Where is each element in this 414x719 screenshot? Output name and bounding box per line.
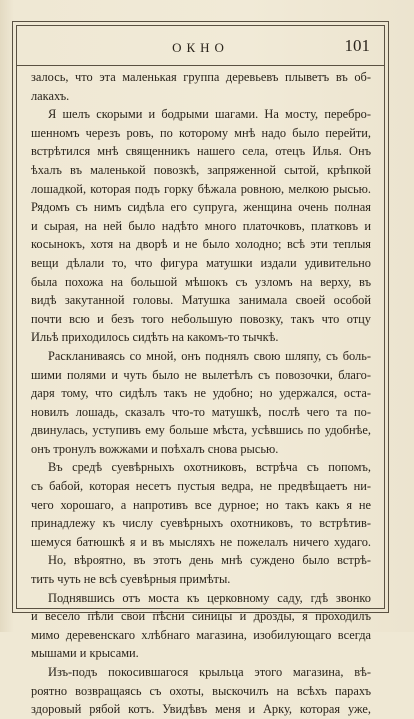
- text-line: роятно возвращаясь съ охоты, выскочилъ на всѣхъ парахъ: [31, 683, 371, 698]
- text-line: съ бабой, которая несетъ пустыя ведра, не предвѣщаетъ ни-: [31, 479, 371, 494]
- text-line: мышами и крысами.: [31, 646, 139, 661]
- text-line: была похожа на большой мѣшокъ съ узломъ на верху, въ: [31, 274, 371, 289]
- text-line: мимо деревенскаго хлѣбнаго магазина, изобилующаго всегда: [31, 627, 371, 642]
- text-line: принадлежу къ числу суевѣрныхъ охотниковъ, то встрѣтив-: [31, 516, 371, 531]
- text-line: видѣ закутанной головы. Матушка занимала своей особой: [31, 293, 371, 308]
- page-border: [12, 21, 389, 717]
- text-line: и весело пѣли свои пѣсни синицы и дрозды, я проходилъ: [31, 609, 371, 624]
- text-line: лошадкой, которая подъ горку бѣжала ровною, мелкою рысью.: [31, 181, 371, 196]
- text-line: лакахъ.: [31, 88, 70, 103]
- text-line: шемуся батюшкѣ я и въ мысляхъ не пожелалъ ничего худаго.: [31, 534, 371, 549]
- text-line: Раскланиваясь со мной, онъ поднялъ свою шляпу, съ боль-: [48, 348, 371, 363]
- page-number: 101: [344, 36, 370, 55]
- text-line: шенномъ черезъ ровъ, по которому мнѣ надо было перейти,: [31, 125, 371, 140]
- text-line: чего хорошаго, а напротивъ все дурное; но такъ какъ я не: [31, 497, 371, 512]
- text-line: Но, вѣроятно, въ этотъ день мнѣ суждено было встрѣ-: [48, 553, 371, 568]
- text-line: даря тому, что сидѣлъ такъ не удобно; но удержался, оста-: [31, 386, 371, 401]
- text-line: Изъ-подъ покосившагося крыльца этого магазина, вѣ-: [48, 665, 371, 679]
- text-line: залось, что эта маленькая группа деревьевъ плыветъ въ об-: [31, 70, 371, 84]
- text-line: Я шелъ скорыми и бодрыми шагами. На мосту, перебро-: [48, 107, 371, 122]
- text-line: встрѣтился мнѣ священникъ нашего села, отецъ Илья. Онъ: [31, 144, 371, 159]
- text-line: тить чуть не всѣ суевѣрныя примѣты.: [31, 572, 231, 587]
- text-line: Въ средѣ суевѣрныхъ охотниковъ, встрѣча съ попомъ,: [48, 460, 371, 475]
- text-line: двинулась, уступивъ ему больше мѣста, усѣвшись по удобнѣе,: [31, 423, 371, 438]
- text-line: онъ тронулъ вожжами и поѣхалъ снова рысью.: [31, 441, 279, 456]
- header-rule: [17, 65, 384, 66]
- running-title: ОКНО: [172, 40, 229, 55]
- text-line: и сырая, на ней было надѣто много платочковъ, платковъ и: [31, 218, 371, 233]
- page-border-inner: [16, 25, 385, 717]
- text-line: почти всю и безъ того небольшую повозку, такъ что отцу: [31, 311, 371, 326]
- text-line: Поднявшись отъ моста къ церковному саду, гдѣ звонко: [48, 590, 371, 605]
- page-header: [17, 36, 384, 62]
- text-line: здоровый рябой котъ. Увидѣвъ меня и Арку, которая уже,: [31, 702, 371, 717]
- text-line: новилъ лошадь, сказалъ что-то матушкѣ, послѣ чего та по-: [31, 404, 371, 419]
- text-line: Рядомъ съ нимъ сидѣла его супруга, женщина очень полная: [31, 200, 371, 215]
- text-line: ѣхалъ въ маленькой повозкѣ, запряженной сытой, крѣпкой: [31, 162, 371, 177]
- text-line: Ильѣ приходилось сидѣть на какомъ-то тычкѣ.: [31, 330, 279, 345]
- text-line: косынокъ, хотя на дворѣ и не было холодно; всѣ эти теплыя: [31, 237, 371, 252]
- page-body-text: [31, 68, 371, 719]
- text-line: шими полями и чуть было не вылетѣлъ съ повозочки, благо-: [31, 367, 371, 382]
- text-line: вещи дѣлали то, что фигура матушки издали удивительно: [31, 255, 371, 270]
